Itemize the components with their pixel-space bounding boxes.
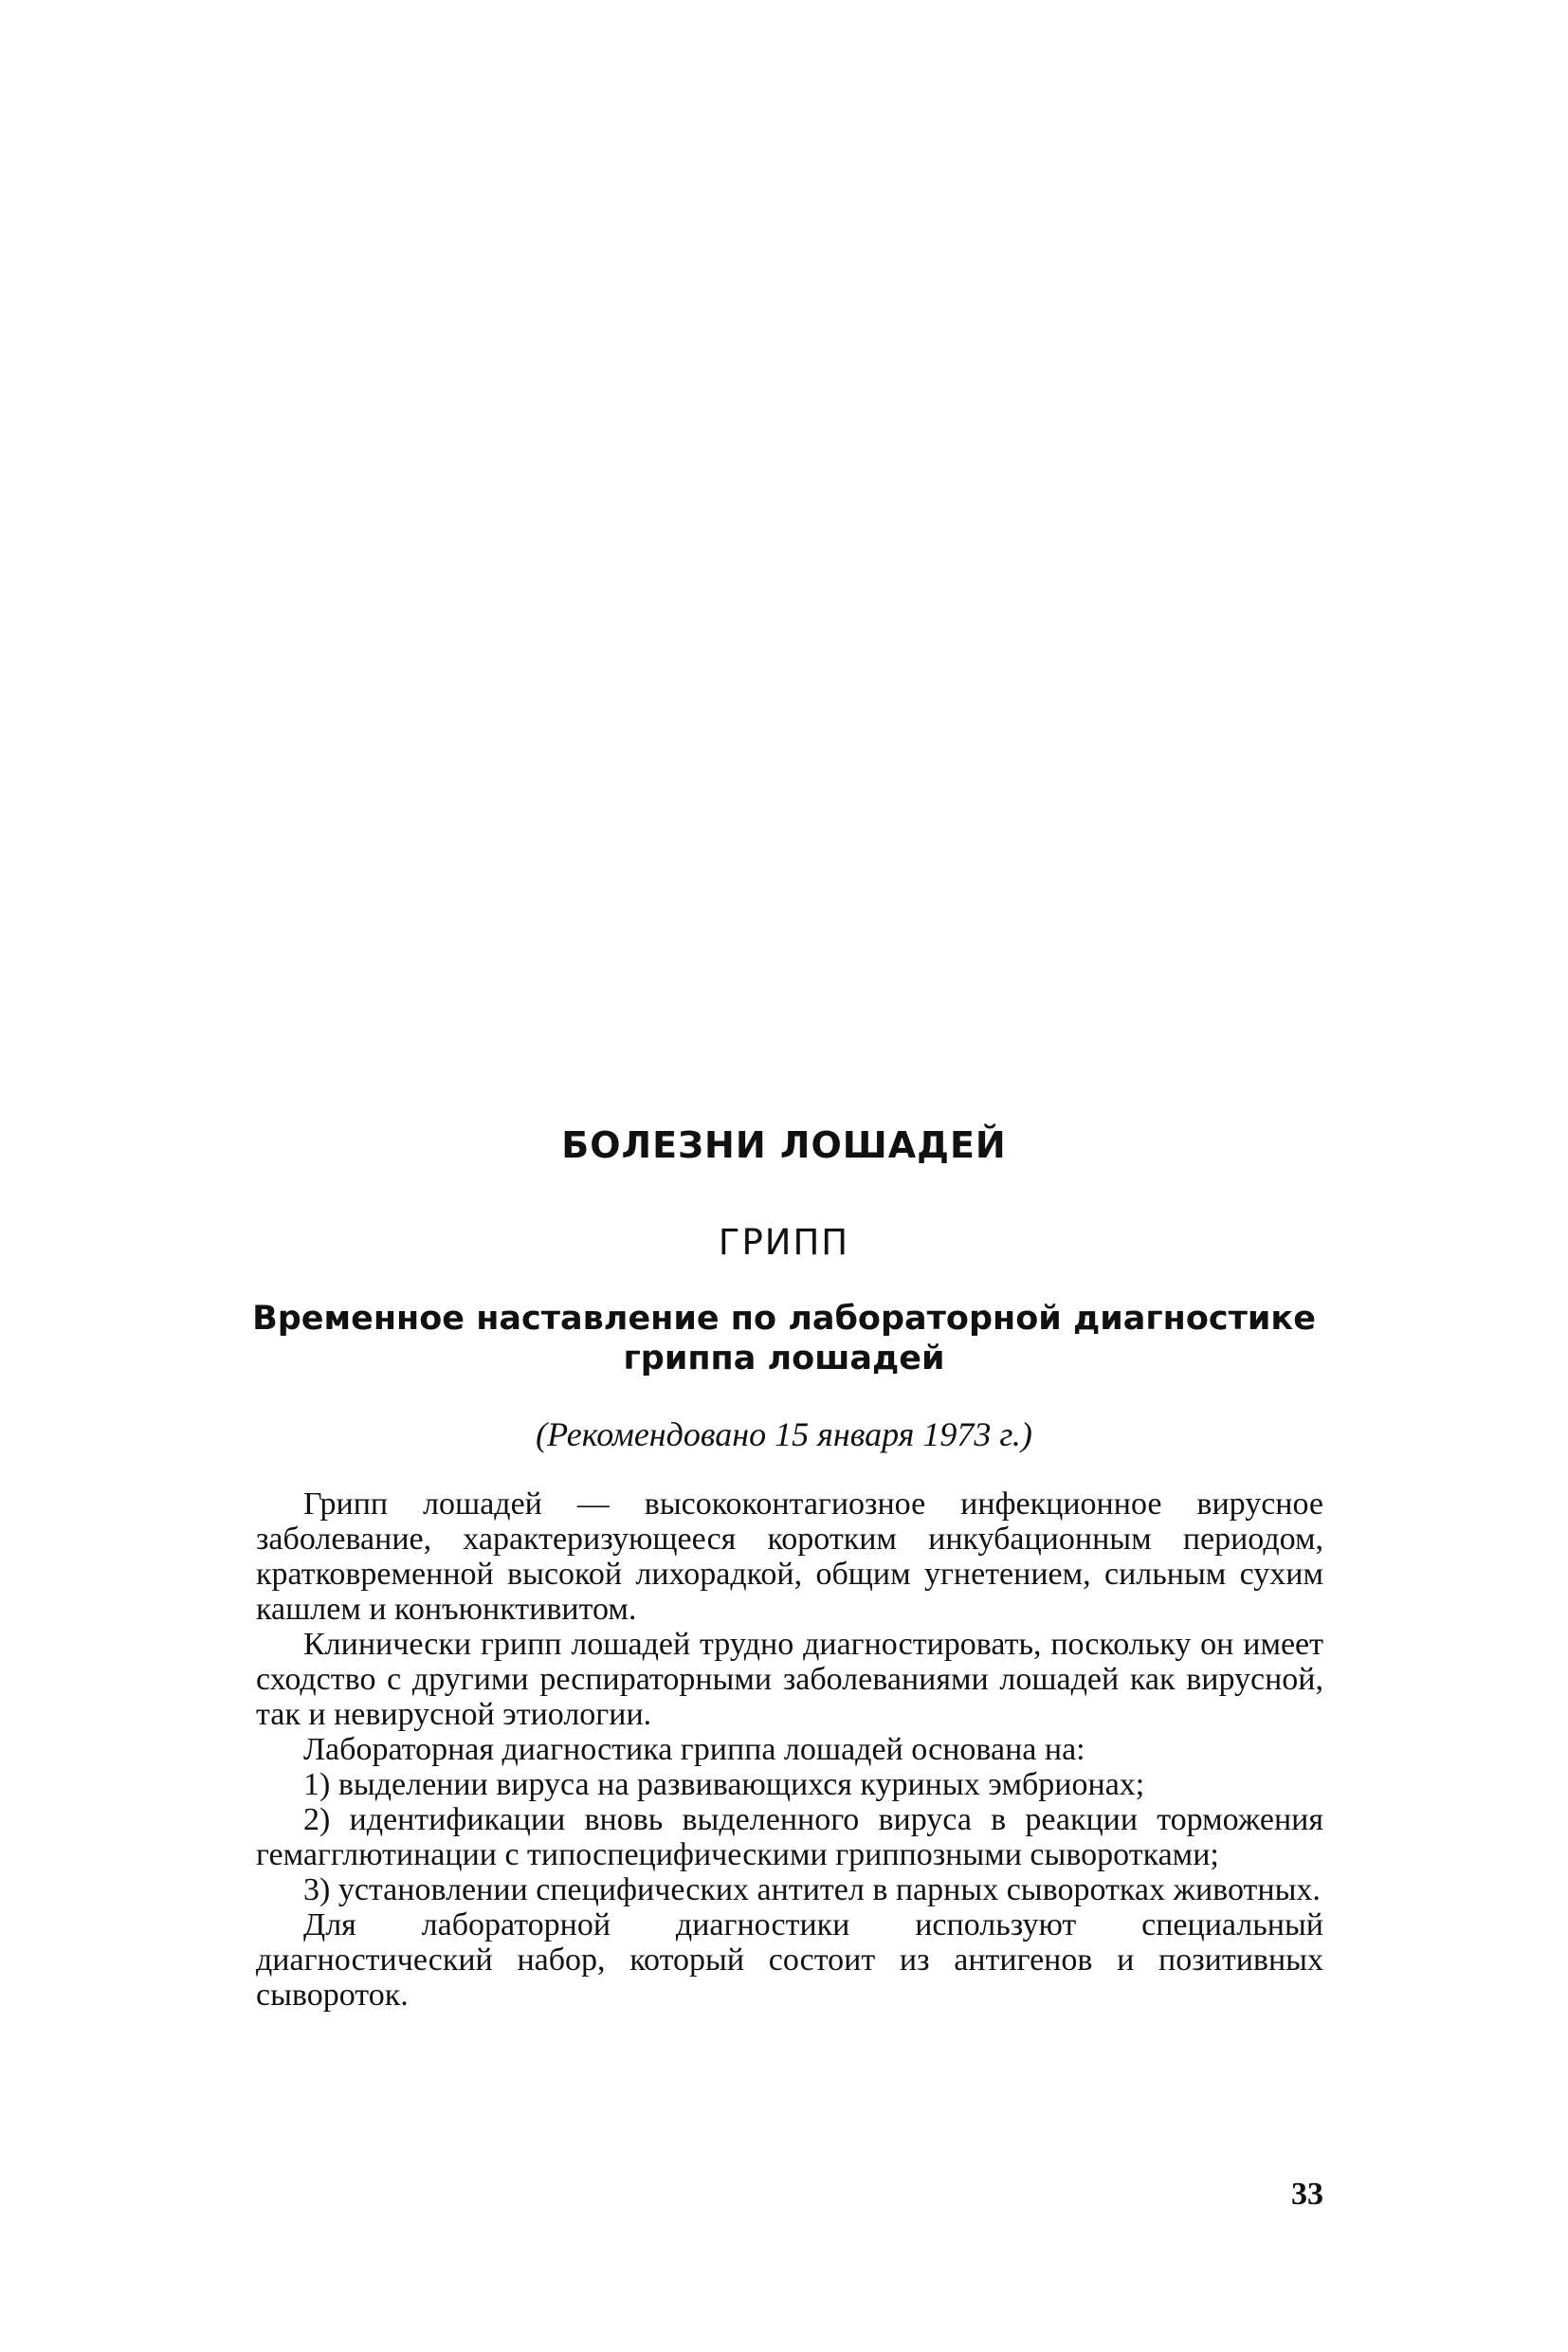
list-item-1: 1) выделении вируса на развивающихся куриных эмбрионах; xyxy=(303,1767,1145,1802)
document-title: Временное наставление по лабораторной диагностике гриппа лошадей xyxy=(252,1300,1316,1377)
recommendation-date: (Рекомендовано 15 января 1973 г.) xyxy=(536,1415,1032,1453)
paragraph-intro: Грипп лошадей — высококонтагиозное инфекционное вирусное заболевание, характеризующееся коротким инкубационным периодом, кратковременной высокой лихорадкой, общим угнетением, сильным сухим кашлем и конъюнктивитом. xyxy=(256,1486,1323,1627)
page-number: 33 xyxy=(1291,2177,1323,2212)
body-text xyxy=(256,1486,1323,2013)
disease-heading: ГРИПП xyxy=(718,1222,850,1263)
list-item-3: 3) установлении специфических антител в парных сыворотках животных. xyxy=(303,1872,1321,1907)
section-heading: БОЛЕЗНИ ЛОШАДЕЙ xyxy=(561,1124,1007,1166)
paragraph-clinical: Клинически грипп лошадей трудно диагностировать, поскольку он имеет сходство с другими респираторными заболеваниями лошадей как вирусной, так и невирусной этиологии. xyxy=(256,1627,1323,1732)
list-item-2: 2) идентификации вновь выделенного вируса в реакции торможения гемагглютинации с типоспецифическими гриппозными сыворотками; xyxy=(256,1802,1323,1872)
paragraph-kit: Для лабораторной диагностики используют специальный диагностический набор, который состоит из антигенов и позитивных сывороток. xyxy=(256,1907,1323,2013)
paragraph-lab-basis: Лабораторная диагностика гриппа лошадей основана на: xyxy=(303,1732,1085,1767)
